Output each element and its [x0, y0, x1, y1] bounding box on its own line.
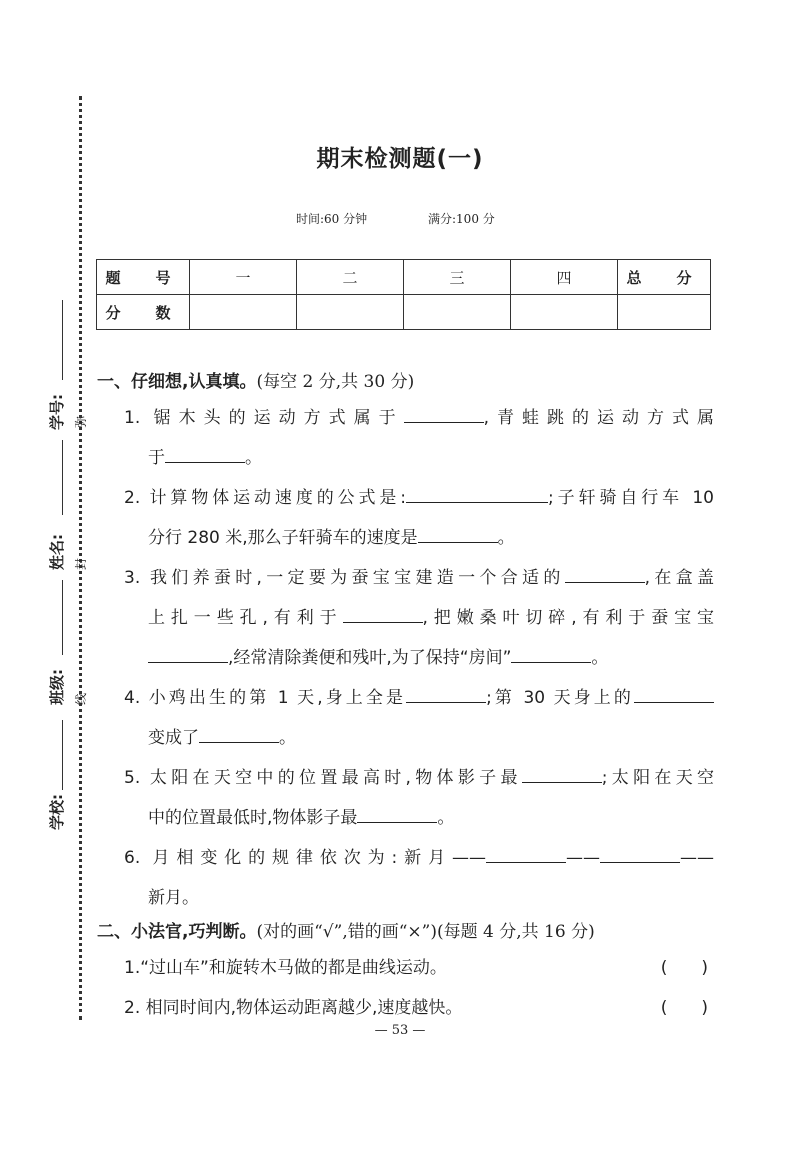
score-input-cell[interactable] [618, 295, 711, 330]
answer-blank[interactable] [406, 682, 486, 703]
score-table-cell: 四 [511, 260, 618, 295]
student-id-line [62, 300, 63, 380]
score-table-cell: 三 [404, 260, 511, 295]
section1-questions [124, 398, 714, 918]
question-text: 。 [591, 648, 609, 668]
answer-paren[interactable]: ( ) [660, 998, 708, 1018]
answer-paren[interactable]: ( ) [660, 958, 708, 978]
exam-full-score: 满分:100 分 [428, 212, 495, 226]
seal-word-feng: 封 [74, 557, 88, 570]
question-text: 。 [279, 728, 296, 748]
score-input-cell[interactable] [190, 295, 297, 330]
question-text: 中的位置最低时,物体影子最 [148, 808, 358, 828]
question-line [124, 758, 714, 798]
question-line [124, 478, 714, 518]
answer-blank[interactable] [486, 842, 566, 863]
question-text: 6. 月相变化的规律依次为:新月—— [124, 848, 486, 868]
question-text: 2. 相同时间内,物体运动距离越少,速度越快。 [124, 998, 463, 1018]
class-line [62, 580, 63, 655]
question-text: 。 [437, 808, 455, 828]
answer-blank[interactable] [634, 682, 714, 703]
answer-blank[interactable] [522, 762, 602, 783]
question-text: 1. 锯木头的运动方式属于 [124, 408, 404, 428]
question-text: ;第 30 天身上的 [486, 688, 635, 708]
question-text: ;太阳在天空 [601, 768, 715, 788]
answer-blank[interactable] [406, 482, 548, 503]
question-text: 2. 计算物体运动速度的公式是: [124, 488, 407, 508]
question-line [124, 558, 714, 598]
answer-blank[interactable] [404, 402, 484, 423]
section2-questions [124, 948, 714, 1028]
student-id-label: 学号: [48, 394, 66, 430]
question-text: 4. 小鸡出生的第 1 天,身上全是 [124, 688, 407, 708]
question-text: ,把嫩桑叶切碎,有利于蚕宝宝 [422, 608, 714, 628]
name-label: 姓名: [48, 534, 66, 570]
answer-blank[interactable] [600, 842, 680, 863]
score-table-cell: 一 [190, 260, 297, 295]
score-table [96, 259, 711, 330]
judge-question [124, 948, 714, 988]
section1-note: (每空 2 分,共 30 分) [256, 372, 415, 392]
section1-heading: 一、仔细想,认真填。 [97, 372, 257, 392]
question-line [124, 638, 714, 678]
answer-blank[interactable] [357, 802, 437, 823]
score-input-cell[interactable] [511, 295, 618, 330]
judge-question [124, 988, 714, 1028]
score-table-cell: 题 号 [97, 260, 190, 295]
section2-heading: 二、小法官,巧判断。 [97, 922, 257, 942]
question-text: 于 [148, 448, 165, 468]
question-text: 变成了 [148, 728, 199, 748]
question-text: 。 [497, 528, 515, 548]
question-line [124, 598, 714, 638]
answer-blank[interactable] [199, 722, 279, 743]
question-line [124, 878, 714, 918]
page-title: 期末检测题(一) [316, 146, 484, 172]
question-text: 上扎一些孔,有利于 [148, 608, 343, 628]
score-input-cell[interactable] [404, 295, 511, 330]
question-line [124, 438, 714, 478]
question-line [124, 398, 714, 438]
question-text: —— [680, 848, 714, 868]
question-text: 新月。 [148, 888, 199, 908]
school-label: 学校: [48, 794, 66, 830]
seal-word-mi: 弥 [74, 415, 88, 428]
class-label: 班级: [48, 669, 66, 705]
exam-time: 时间:60 分钟 [296, 212, 368, 226]
question-text: 5. 太阳在天空中的位置最高时,物体影子最 [124, 768, 522, 788]
answer-blank[interactable] [511, 642, 591, 663]
score-table-cell: 二 [297, 260, 404, 295]
question-text: 1.“过山车”和旋转木马做的都是曲线运动。 [124, 958, 447, 978]
question-line [124, 718, 714, 758]
answer-blank[interactable] [343, 602, 423, 623]
question-line [124, 798, 714, 838]
question-text: ,在盒盖 [644, 568, 715, 588]
score-table-cell: 总 分 [618, 260, 711, 295]
answer-blank[interactable] [565, 562, 645, 583]
question-text: 。 [245, 448, 262, 468]
question-text: 3. 我们养蚕时,一定要为蚕宝宝建造一个合适的 [124, 568, 565, 588]
page-number: — 53 — [374, 1023, 426, 1038]
question-text: ,经常清除粪便和残叶,为了保持“房间” [228, 648, 512, 668]
seal-word-xian: 线 [74, 692, 88, 705]
question-text: —— [566, 848, 600, 868]
score-table-cell: 分 数 [97, 295, 190, 330]
question-line [124, 678, 714, 718]
section1-heading-line [97, 367, 414, 392]
answer-blank[interactable] [148, 642, 228, 663]
question-text: 分行 280 米,那么子轩骑车的速度是 [148, 528, 418, 548]
question-line [124, 518, 714, 558]
section2-note: (对的画“√”,错的画“×”)(每题 4 分,共 16 分) [256, 922, 595, 942]
answer-blank[interactable] [418, 522, 498, 543]
score-table-score-row [97, 295, 711, 330]
score-input-cell[interactable] [297, 295, 404, 330]
question-line [124, 838, 714, 878]
name-line [62, 440, 63, 515]
score-table-header-row [97, 260, 711, 295]
question-text: ,青蛙跳的运动方式属 [483, 408, 714, 428]
school-line [62, 720, 63, 790]
answer-blank[interactable] [165, 442, 245, 463]
question-text: ;子轩骑自行车 10 [548, 488, 715, 508]
section2-heading-line [97, 917, 595, 942]
